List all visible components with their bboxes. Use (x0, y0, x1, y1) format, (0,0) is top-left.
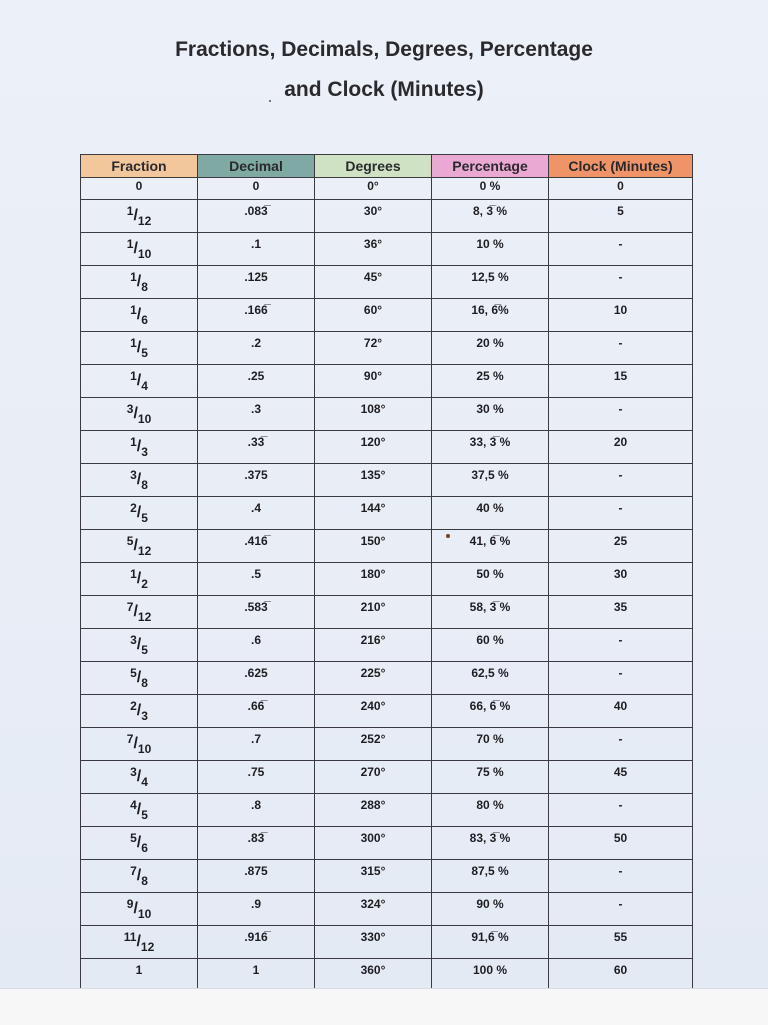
table-row (81, 827, 693, 860)
decimal-cell: .916̅ (198, 926, 315, 959)
fraction-cell: $^{11}/_{12}$ (81, 926, 198, 959)
table-row (81, 299, 693, 332)
decimal-cell: .8 (198, 794, 315, 827)
percentage-cell: 33, 3̅ % (432, 431, 549, 464)
clock-minutes-cell: - (549, 464, 693, 497)
decimal-cell: .166̅ (198, 299, 315, 332)
clock-minutes-cell: 20 (549, 431, 693, 464)
percentage-cell: 83, 3̅ % (432, 827, 549, 860)
decimal-cell: .875 (198, 860, 315, 893)
table-row (81, 266, 693, 299)
clock-column-header: Clock (Minutes) (549, 155, 693, 178)
degrees-cell: 180° (315, 563, 432, 596)
fraction-cell: $^4/_5$ (81, 794, 198, 827)
decimal-cell: .75 (198, 761, 315, 794)
degrees-cell: 330° (315, 926, 432, 959)
percentage-cell: 0 % (432, 178, 549, 200)
table-row (81, 629, 693, 662)
decimal-cell: .1 (198, 233, 315, 266)
clock-minutes-cell: - (549, 860, 693, 893)
percentage-cell: 62,5 % (432, 662, 549, 695)
fraction-cell: $^1/_6$ (81, 299, 198, 332)
table-row (81, 662, 693, 695)
clock-minutes-cell: 25 (549, 530, 693, 563)
percentage-cell: 16, 6̅% (432, 299, 549, 332)
fraction-cell: $^5/_6$ (81, 827, 198, 860)
decimal-column-header: Decimal (198, 155, 315, 178)
degrees-cell: 108° (315, 398, 432, 431)
decimal-cell: .83̅ (198, 827, 315, 860)
percentage-cell: 8, 3̅ % (432, 200, 549, 233)
percentage-cell: 30 % (432, 398, 549, 431)
fraction-cell: $^7/_{12}$ (81, 596, 198, 629)
degrees-cell: 315° (315, 860, 432, 893)
scanner-bed-edge (0, 988, 768, 1025)
clock-minutes-cell: 40 (549, 695, 693, 728)
percentage-cell: 41, 6̅ % (432, 530, 549, 563)
table-row (81, 893, 693, 926)
degrees-cell: 150° (315, 530, 432, 563)
fraction-cell: $^1/_2$ (81, 563, 198, 596)
table-row (81, 926, 693, 959)
clock-minutes-cell: - (549, 794, 693, 827)
table-header (81, 155, 693, 178)
clock-minutes-cell: 15 (549, 365, 693, 398)
table-row (81, 365, 693, 398)
percentage-cell: 80 % (432, 794, 549, 827)
table-row (81, 233, 693, 266)
table-row (81, 563, 693, 596)
fraction-cell: $^3/_4$ (81, 761, 198, 794)
degrees-cell: 324° (315, 893, 432, 926)
degrees-cell: 144° (315, 497, 432, 530)
header-row (81, 155, 693, 178)
fraction-cell: $^1/_5$ (81, 332, 198, 365)
scan-speck (269, 100, 271, 102)
decimal-cell: .083̅ (198, 200, 315, 233)
fraction-cell: $^9/_{10}$ (81, 893, 198, 926)
table-row (81, 497, 693, 530)
decimal-cell: .2 (198, 332, 315, 365)
clock-minutes-cell: - (549, 728, 693, 761)
degrees-cell: 288° (315, 794, 432, 827)
degrees-cell: 270° (315, 761, 432, 794)
conversion-table (80, 154, 693, 992)
clock-minutes-cell: 55 (549, 926, 693, 959)
percentage-cell: 37,5 % (432, 464, 549, 497)
decimal-cell: .583̅ (198, 596, 315, 629)
percentage-cell: 50 % (432, 563, 549, 596)
table-row (81, 596, 693, 629)
clock-minutes-cell: 30 (549, 563, 693, 596)
fraction-cell: $^5/_8$ (81, 662, 198, 695)
clock-minutes-cell: - (549, 497, 693, 530)
decimal-cell: .25 (198, 365, 315, 398)
decimal-cell: .4 (198, 497, 315, 530)
degrees-cell: 210° (315, 596, 432, 629)
fraction-cell: $^2/_3$ (81, 695, 198, 728)
page-title-line-2: and Clock (Minutes) (284, 78, 484, 101)
degrees-cell: 216° (315, 629, 432, 662)
decimal-cell: 1 (198, 959, 315, 992)
fraction-cell: 0 (81, 178, 198, 200)
degrees-cell: 120° (315, 431, 432, 464)
percentage-cell: 87,5 % (432, 860, 549, 893)
percentage-cell: 100 % (432, 959, 549, 992)
degrees-column-header: Degrees (315, 155, 432, 178)
fraction-cell: $^3/_{10}$ (81, 398, 198, 431)
percentage-cell: 91,6̅ % (432, 926, 549, 959)
decimal-cell: 0 (198, 178, 315, 200)
table-row (81, 398, 693, 431)
clock-minutes-cell: - (549, 233, 693, 266)
fraction-cell: $^1/_4$ (81, 365, 198, 398)
percentage-cell: 75 % (432, 761, 549, 794)
degrees-cell: 135° (315, 464, 432, 497)
degrees-cell: 225° (315, 662, 432, 695)
percentage-cell: 12,5 % (432, 266, 549, 299)
decimal-cell: .375 (198, 464, 315, 497)
table-row (81, 178, 693, 200)
decimal-cell: .5 (198, 563, 315, 596)
decimal-cell: .33̅ (198, 431, 315, 464)
percentage-cell: 90 % (432, 893, 549, 926)
percentage-cell: 10 % (432, 233, 549, 266)
percentage-cell: 70 % (432, 728, 549, 761)
clock-minutes-cell: 45 (549, 761, 693, 794)
table-row (81, 860, 693, 893)
fraction-cell: $^5/_{12}$ (81, 530, 198, 563)
decimal-cell: .3 (198, 398, 315, 431)
fraction-cell: $^1/_{10}$ (81, 233, 198, 266)
degrees-cell: 90° (315, 365, 432, 398)
fraction-cell: $^1/_3$ (81, 431, 198, 464)
degrees-cell: 360° (315, 959, 432, 992)
degrees-cell: 252° (315, 728, 432, 761)
table-row (81, 761, 693, 794)
clock-minutes-cell: - (549, 629, 693, 662)
degrees-cell: 36° (315, 233, 432, 266)
clock-minutes-cell: 50 (549, 827, 693, 860)
fraction-cell: 1 (81, 959, 198, 992)
decimal-cell: .9 (198, 893, 315, 926)
percentage-cell: 58, 3̅ % (432, 596, 549, 629)
table-body (81, 178, 693, 992)
fraction-column-header: Fraction (81, 155, 198, 178)
table-row (81, 200, 693, 233)
decimal-cell: .125 (198, 266, 315, 299)
table-row (81, 332, 693, 365)
table-row (81, 794, 693, 827)
percentage-cell: 40 % (432, 497, 549, 530)
fraction-cell: $^1/_8$ (81, 266, 198, 299)
table-row (81, 431, 693, 464)
percentage-column-header: Percentage (432, 155, 549, 178)
fraction-cell: $^2/_5$ (81, 497, 198, 530)
table-row (81, 959, 693, 992)
decimal-cell: .7 (198, 728, 315, 761)
decimal-cell: .625 (198, 662, 315, 695)
decimal-cell: .66̅ (198, 695, 315, 728)
clock-minutes-cell: - (549, 266, 693, 299)
clock-minutes-cell: - (549, 398, 693, 431)
decimal-cell: .6 (198, 629, 315, 662)
degrees-cell: 60° (315, 299, 432, 332)
fraction-cell: $^7/_8$ (81, 860, 198, 893)
clock-minutes-cell: 60 (549, 959, 693, 992)
table-row (81, 464, 693, 497)
percentage-cell: 20 % (432, 332, 549, 365)
clock-minutes-cell: 0 (549, 178, 693, 200)
fraction-cell: $^3/_8$ (81, 464, 198, 497)
degrees-cell: 72° (315, 332, 432, 365)
percentage-cell: 60 % (432, 629, 549, 662)
fraction-cell: $^3/_5$ (81, 629, 198, 662)
degrees-cell: 30° (315, 200, 432, 233)
clock-minutes-cell: 35 (549, 596, 693, 629)
percentage-cell: 25 % (432, 365, 549, 398)
degrees-cell: 0° (315, 178, 432, 200)
degrees-cell: 45° (315, 266, 432, 299)
clock-minutes-cell: - (549, 893, 693, 926)
clock-minutes-cell: - (549, 332, 693, 365)
degrees-cell: 300° (315, 827, 432, 860)
percentage-cell: 66, 6̅ % (432, 695, 549, 728)
page-title-line-1: Fractions, Decimals, Degrees, Percentage (175, 38, 593, 61)
table-row (81, 530, 693, 563)
degrees-cell: 240° (315, 695, 432, 728)
clock-minutes-cell: 5 (549, 200, 693, 233)
clock-minutes-cell: - (549, 662, 693, 695)
clock-minutes-cell: 10 (549, 299, 693, 332)
decimal-cell: .416̅ (198, 530, 315, 563)
table-row (81, 728, 693, 761)
table-row (81, 695, 693, 728)
fraction-cell: $^1/_{12}$ (81, 200, 198, 233)
fraction-cell: $^7/_{10}$ (81, 728, 198, 761)
